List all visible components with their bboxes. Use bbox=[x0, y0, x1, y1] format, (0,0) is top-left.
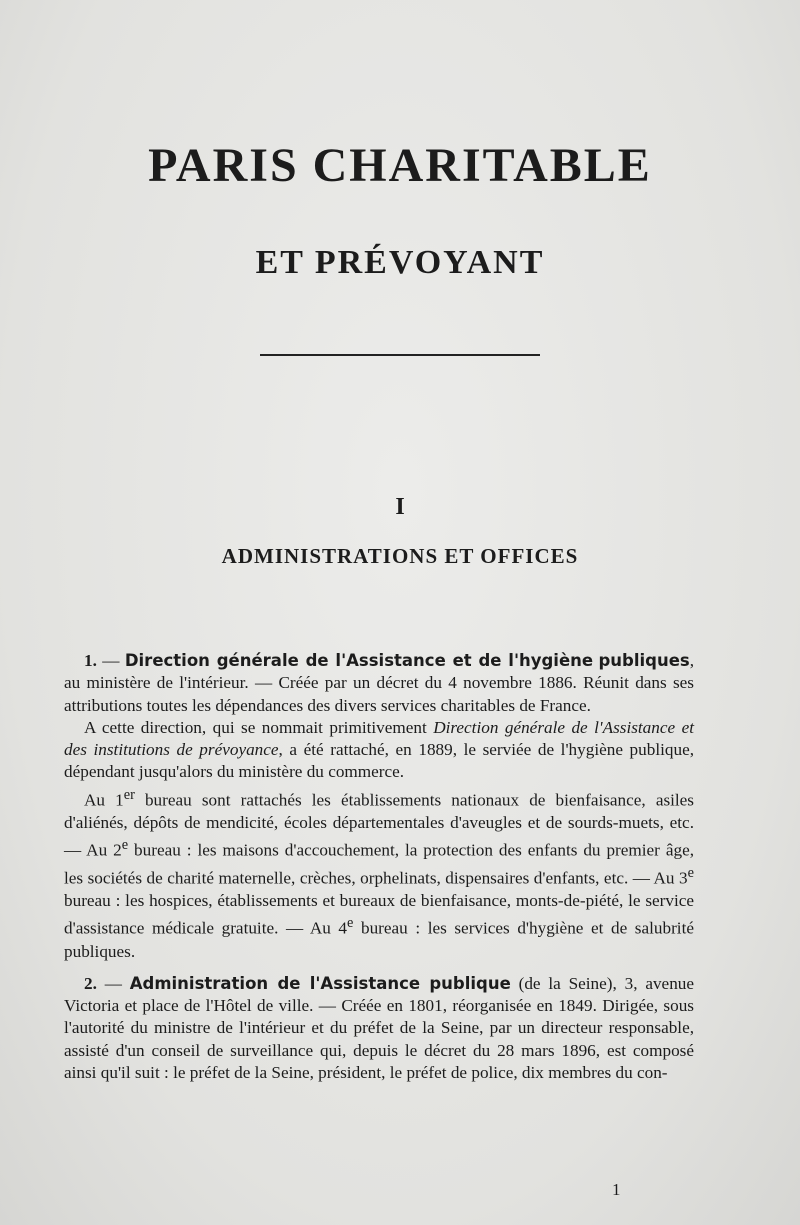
entry-1-p2-text: A cette direction, qui se nommait primitivement bbox=[84, 717, 434, 737]
page-title: PARIS CHARITABLE bbox=[148, 139, 652, 192]
entry-1-dash: — bbox=[96, 651, 125, 670]
title-divider bbox=[260, 354, 540, 356]
entry-1-p3-e: bureau : les services d'hygiène et de salubrité publiques. bbox=[64, 919, 694, 961]
entry-1-p3-c: bureau : les maisons d'accouchement, la protection des enfants du premier âge, les sociétés de charité maternelle, crèches, orphelinats, dispensaires d'enfants, etc. — Au 3 bbox=[64, 840, 694, 888]
entry-1-p3-b: bureau sont rattachés les établissements nationaux de bienfaisance, asiles d'aliénés, dépôts de mendicité, écoles départementales d'aveugles et de sourds-muets, etc. — Au 2 bbox=[64, 790, 694, 860]
entry-1-number: 1. bbox=[84, 651, 97, 670]
page-number: 1 bbox=[612, 1180, 621, 1199]
entry-1-p2-italic: Direction générale de l'Assistance et des institutions de prévoyance bbox=[64, 717, 694, 760]
section-title: ADMINISTRATIONS ET OFFICES bbox=[221, 544, 579, 568]
entry-1-p3-a: Au 1 bbox=[84, 790, 124, 810]
entry-1-paragraph-1 bbox=[64, 650, 694, 717]
body-text bbox=[64, 650, 694, 1084]
entry-2-number: 2. bbox=[84, 973, 97, 993]
entry-1-heading-cont: publiques bbox=[598, 651, 690, 670]
entry-1-p3-d: bureau : les hospices, établissements et bureaux de bienfaisance, monts-de-piété, le service d'assistance médicale gratuite. — Au 4 bbox=[64, 891, 694, 939]
entry-2-heading: Administration de l'Assistance publique bbox=[129, 973, 511, 993]
entry-2-text: (de la Seine), 3, avenue Victoria et place de l'Hôtel de ville. — Créée en 1801, réorganisée en 1849. Dirigée, sous l'autorité du ministre de l'intérieur et du préfet de la Seine, par un directeur responsable, assisté d'un conseil de surveillance qui, depuis le décret du 28 mars 1896, est composé ainsi qu'il suit : le préfet de la Seine, président, le préfet de police, dix membres du con- bbox=[64, 973, 695, 1082]
entry-2-paragraph bbox=[64, 973, 694, 1084]
entry-1-paragraph-3 bbox=[64, 784, 694, 963]
page-subtitle: ET PRÉVOYANT bbox=[255, 244, 545, 281]
entry-1-heading: Direction générale de l'Assistance et de l'hygiène bbox=[124, 651, 594, 670]
section-number: I bbox=[395, 494, 405, 520]
entry-1-p3-d-sup: e bbox=[347, 915, 354, 932]
entry-1-p3-b-sup: e bbox=[121, 837, 129, 854]
entry-1-p3-a-sup: er bbox=[123, 786, 135, 803]
entry-2-dash: — bbox=[96, 973, 130, 993]
entry-1-text: , au ministère de l'intérieur. — Créée par un décret du 4 novembre 1886. Réunit dans ses attributions toutes les dépendances des divers services charitables de France. bbox=[64, 651, 695, 715]
entry-1-paragraph-2 bbox=[64, 717, 694, 784]
entry-1-p3-c-sup: e bbox=[687, 865, 694, 882]
entry-1-p2-text-end: , a été rattaché, en 1889, le serviée de l'hygiène publique, dépendant jusqu'alors du ministère du commerce. bbox=[64, 740, 694, 782]
